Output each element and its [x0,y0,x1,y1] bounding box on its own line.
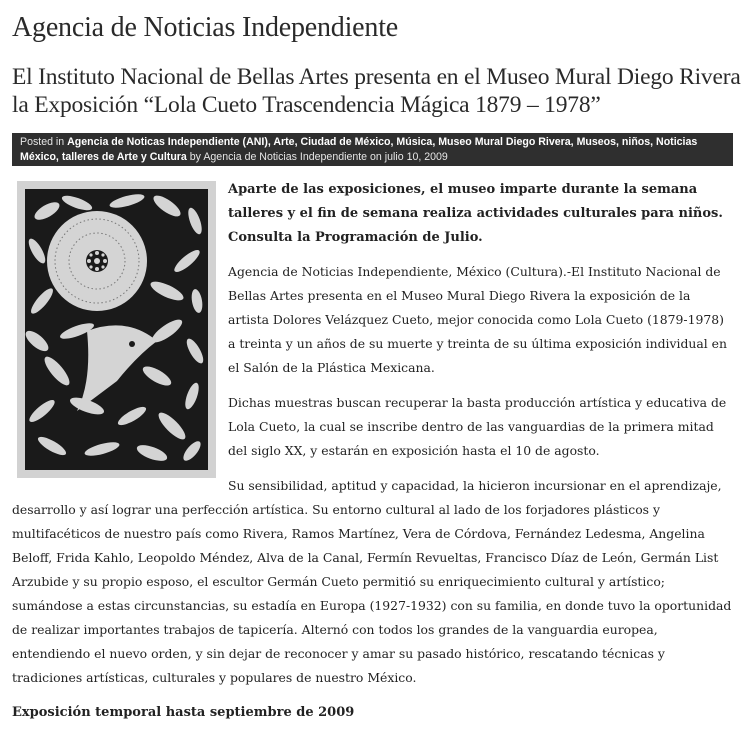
category-link[interactable]: Museo Mural Diego Rivera [438,136,571,148]
post-paragraph: Su sensibilidad, aptitud y capacidad, la hicieron incursionar en el aprendizaje, desarrollo y así lograr una perfección artística. Su entorno cultural al lado de los forjadores plásticos y multifacéticos de nuestro país como Rivera, Ramos Martínez, Vera de Córdova, Fernández Ledesma, Angelina Beloff, Frida Kahlo, Leopoldo Méndez, Alva de la Canal, Fermín Revueltas, Francisco Díaz de León, Germán List Arzubide y su propio esposo, el escultor Germán Cueto permitió su enriquecimiento cultural y artístico; sumándose a estas circunstancias, su estadía en Europa (1927-1932) con su familia, en donde tuvo la oportunidad de realizar importantes trabajos de tapicería. Alternó con todos los grandes de la vanguardia europea, entendiendo el nuevo orden, y sin dejar de reconocer y amar su pasado histórico, rescatando técnicas y tradiciones artísticas, culturales y populares de nuestro México. [12,478,732,685]
on-label: on [370,150,382,163]
post-content [12,178,734,736]
image-float-spacer [12,178,228,484]
post-closing: Exposición temporal hasta septiembre de 2009 [12,705,355,720]
post-lead: Aparte de las exposiciones, el museo imparte durante la semana talleres y el fin de semana realiza actividades culturales para niños. Consulta la Programación de Julio. [228,182,723,245]
category-link[interactable]: Agencia de Noticas Independiente (ANI) [67,136,268,148]
by-label: by [189,150,201,163]
post-paragraph: Agencia de Noticias Independiente, México (Cultura).-El Instituto Nacional de Bellas Artes presenta en el Museo Mural Diego Rivera la exposición de la artista Dolores Velázquez Cueto, mejor conocida como Lola Cueto (1879-1978) a treinta y un años de su muerte y treinta de su última exposición individual en el Salón de la Plástica Mexicana. [228,264,727,375]
posted-in-label: Posted in [20,136,65,148]
post-author: Agencia de Noticias Independiente [203,150,368,163]
category-link[interactable]: Música [396,136,433,148]
post-paragraph: Dichas muestras buscan recuperar la basta producción artística y educativa de Lola Cueto, la cual se inscribe dentro de las vanguardias de la primera mitad del siglo XX, y estarán en exposición hasta el 10 de agosto. [228,395,727,458]
category-link[interactable]: Ciudad de México [300,136,391,148]
post-meta-bar: Posted in Agencia de Noticas Independiente (ANI), Arte, Ciudad de México, Música, Museo Mural Diego Rivera, Museos, niños, Noticias México, talleres de Arte y Cultura by Agencia de Noticias Independiente on julio 10, 2009 [12,133,733,166]
category-link[interactable]: talleres de Arte y Cultura [61,150,187,163]
category-link[interactable]: niños [621,136,651,148]
category-link[interactable]: Arte [273,136,295,148]
post-title[interactable]: El Instituto Nacional de Bellas Artes presenta en el Museo Mural Diego Rivera la Exposición “Lola Cueto Trascendencia Mágica 1879 – 1978” [12,64,741,118]
site-title[interactable]: Agencia de Noticias Independiente [12,12,399,43]
category-link[interactable]: Noticias México [20,136,698,163]
post-date: julio 10, 2009 [384,150,448,163]
category-link[interactable]: Museos [576,136,617,148]
